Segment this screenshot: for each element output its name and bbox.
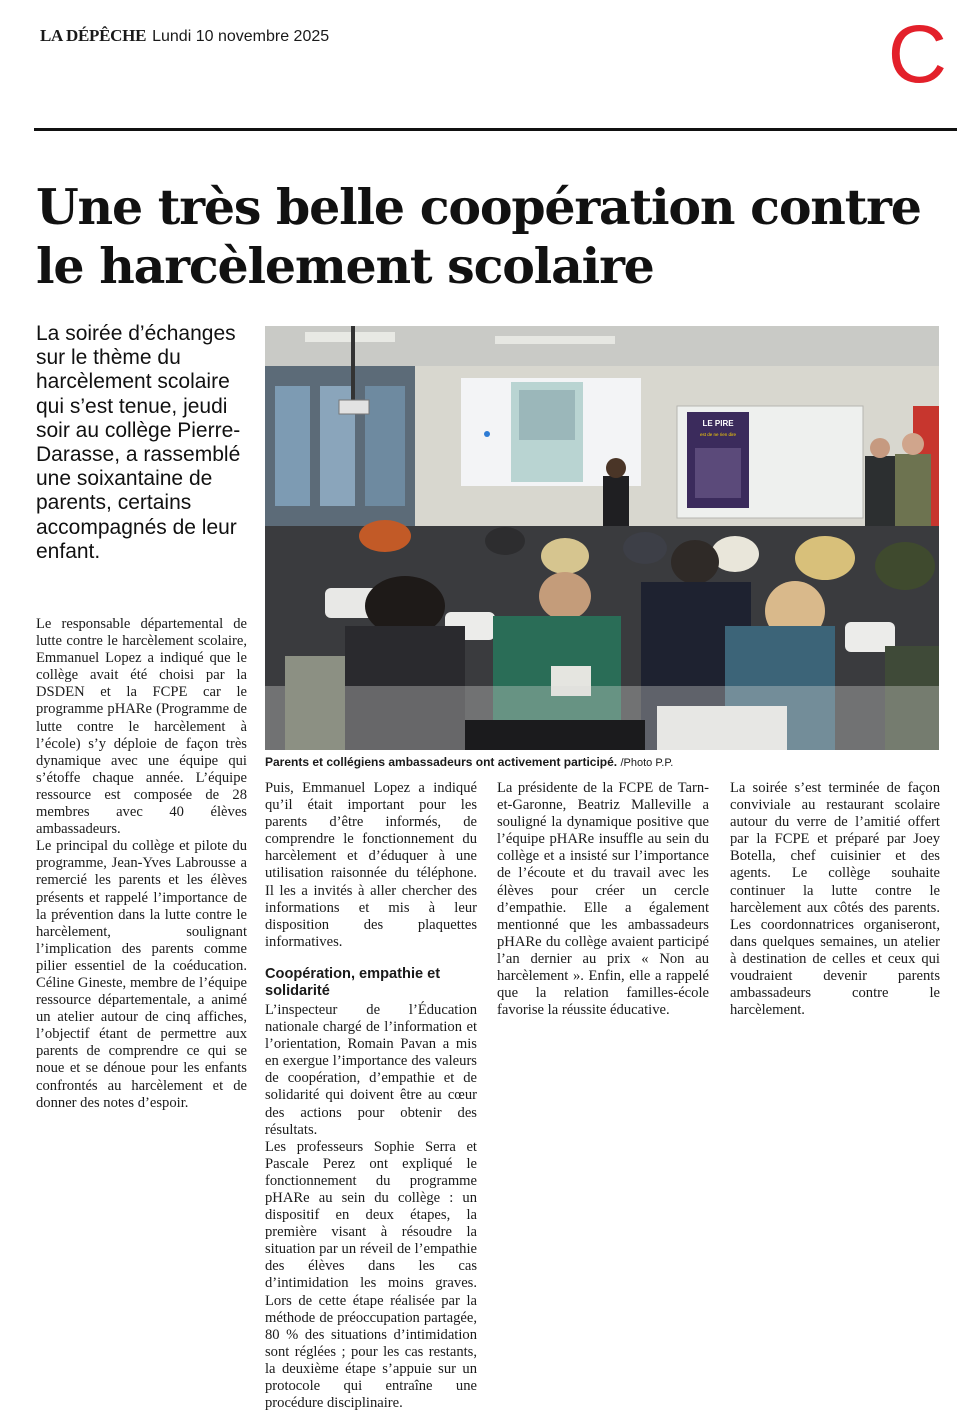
- article-column-4: [730, 780, 940, 1019]
- slide-title: LE PIRE: [702, 419, 734, 428]
- section-letter: C: [887, 9, 947, 100]
- body-paragraph: La soirée s’est terminée de façon conviviale au restaurant scolaire autour du verre de l’amitié offert par la FCPE et préparé par Joey Botella, chef cuisinier et des agents. Le collège souhaite continuer la lutte contre le harcèlement aux côtés des parents. Les coordonnatrices organiseront, dans quelques semaines, un atelier à destination de celles et ceux qui voudraient devenir parents ambassadeurs contre le harcèlement.: [730, 780, 940, 1019]
- body-paragraph: L’inspecteur de l’Éducation nationale chargé de l’information et l’orientation, Romain Pavan a mis en exergue l’importance des valeurs de coopération, d’empathie et de solidarité qui doivent être au cœur des actions pour obtenir des résultats.: [265, 1001, 477, 1138]
- article-subhead: Coopération, empathie et solidarité: [265, 965, 441, 999]
- slide-subtitle: est de ne rien dire: [699, 432, 737, 437]
- caption-text: Parents et collégiens ambassadeurs ont activement participé.: [265, 755, 618, 769]
- article-column-3: [497, 780, 709, 1019]
- body-paragraph: Puis, Emmanuel Lopez a indiqué qu’il était important pour les parents d’être informés, de comprendre le fonctionnement du harcèlement et d’éduquer à une utilisation raisonnée du téléphone. Il les a invités à aller chercher des informations et mis à leur disposition des plaquettes informatives.: [265, 780, 477, 950]
- body-paragraph: Le principal du collège et pilote du programme, Jean-Yves Labrousse a remercié les parents et les élèves présents et rappelé l’importance de la prévention dans la lutte contre le harcèlement, soulignant l’implication des parents comme pilier essentiel de la coéducation. Céline Gineste, membre de l’équipe ressource départementale, a animé un atelier autour de cinq affiches, l’objectif étant de permettre aux parents de comprendre ce qui se noue et se dénoue pour les enfants confrontés au harcèlement et de donner des notes d’espoir.: [36, 838, 247, 1111]
- body-paragraph: Le responsable départemental de lutte contre le harcèlement scolaire, Emmanuel Lopez a indiqué que le collège avait été choisi par la DSDEN et la FCPE car le programme pHARe (Programme de lutte contre le harcèlement à l’école) s’y déploie de façon très dynamique avec une équipe qui s’étoffe chaque année. L’équipe ressource est composée de 28 membres avec 40 élèves ambassadeurs.: [36, 616, 247, 838]
- article-column-1: [36, 616, 247, 1112]
- article-photo: [265, 326, 939, 750]
- issue-date: Lundi 10 novembre 2025: [152, 28, 330, 45]
- masthead: [40, 26, 329, 50]
- photo-caption: [265, 754, 939, 771]
- body-paragraph: Les professeurs Sophie Serra et Pascale Perez ont expliqué le fonctionnement du programme pHARe au sein du collège : un dispositif en deux étapes, la première visant à résoudre la situation par un réveil de l’empathie des élèves dans les cas d’intimidation les moins graves. Lors de cette étape réalisée par la méthode de préoccupation partagée, 80 % des situations d’intimidation sont réglées ; pour les cas restants, la deuxième étape s’appuie sur un protocole qui entraîne une procédure disciplinaire.: [265, 1138, 477, 1412]
- photo-credit: /Photo P.P.: [620, 757, 674, 769]
- article-lead: La soirée d’échanges sur le thème du harcèlement scolaire qui s’est tenue, jeudi soir au collège Pierre-Darasse, a rassemblé une soixantaine de parents, certains accompagnés de leur enfant.: [36, 322, 241, 563]
- newspaper-logo: LA DÉPÊCHE: [40, 26, 147, 45]
- body-paragraph: La présidente de la FCPE de Tarn-et-Garonne, Beatriz Malleville a souligné la dynamique positive que l’équipe pHARe insuffle au sein du collège et a insisté sur l’importance de l’écoute et du travail avec les élèves pour créer un cercle d’empathie. Elle a également mentionné que les ambassadeurs pHARe du collège avaient participé l’an dernier au prix « Non au harcèlement ». Enfin, elle a rappelé que la relation familles-école favorise la réussite éducative.: [497, 780, 709, 1019]
- article-column-2: [265, 780, 477, 1412]
- header-rule: [34, 128, 957, 131]
- article-headline: Une très belle coopération contre le harcèlement scolaire: [36, 178, 921, 295]
